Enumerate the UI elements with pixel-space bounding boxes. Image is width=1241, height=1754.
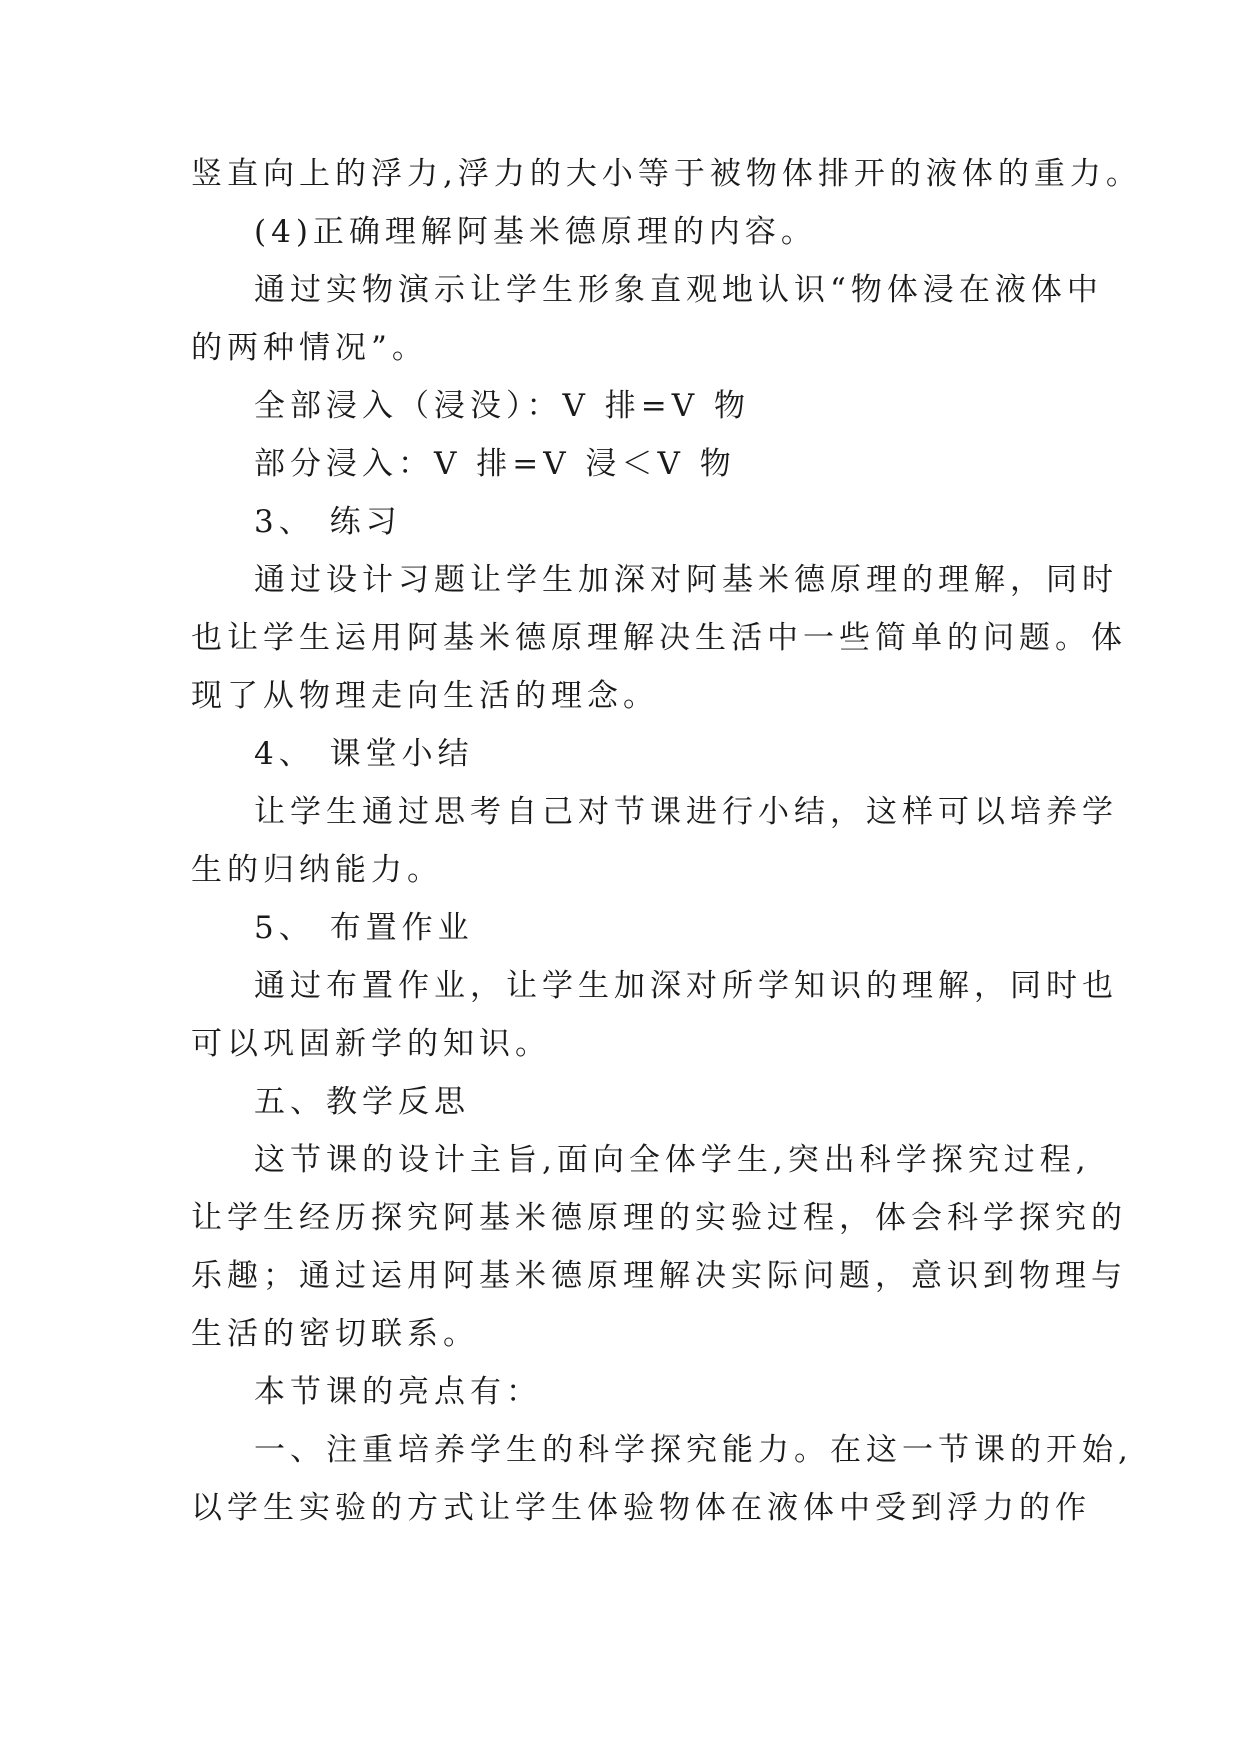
text-line: 乐趣；通过运用阿基米德原理解决实际问题，意识到物理与 xyxy=(191,1258,1127,1294)
section-heading: 5、 布置作业 xyxy=(254,910,474,946)
text-line: 本节课的亮点有： xyxy=(254,1374,542,1410)
text-line: 一、注重培养学生的科学探究能力。在这一节课的开始, xyxy=(254,1432,1133,1468)
section-heading: 4、 课堂小结 xyxy=(254,736,474,772)
text-line: 可以巩固新学的知识。 xyxy=(191,1026,551,1062)
text-line: 通过设计习题让学生加深对阿基米德原理的理解，同时 xyxy=(254,562,1118,598)
text-line: 全部浸入（浸没）：V 排=V 物 xyxy=(254,388,750,424)
section-heading: 3、 练习 xyxy=(254,504,402,540)
text-line: 生的归纳能力。 xyxy=(191,852,443,888)
text-line: (4)正确理解阿基米德原理的内容。 xyxy=(254,214,817,250)
text-line: 通过实物演示让学生形象直观地认识“物体浸在液体中 xyxy=(254,272,1103,308)
section-heading: 五、教学反思 xyxy=(254,1084,470,1120)
text-line: 通过布置作业，让学生加深对所学知识的理解，同时也 xyxy=(254,968,1118,1004)
text-line: 的两种情况”。 xyxy=(191,330,428,366)
text-line: 以学生实验的方式让学生体验物体在液体中受到浮力的作 xyxy=(191,1490,1091,1526)
text-line: 现了从物理走向生活的理念。 xyxy=(191,678,659,714)
text-line: 生活的密切联系。 xyxy=(191,1316,479,1352)
text-line: 让学生经历探究阿基米德原理的实验过程，体会科学探究的 xyxy=(191,1200,1127,1236)
text-line: 部分浸入：V 排=V 浸＜V 物 xyxy=(254,446,736,482)
text-line: 竖直向上的浮力,浮力的大小等于被物体排开的液体的重力。 xyxy=(191,156,1142,192)
text-line: 这节课的设计主旨,面向全体学生,突出科学探究过程, xyxy=(254,1142,1091,1178)
text-line: 让学生通过思考自己对节课进行小结，这样可以培养学 xyxy=(254,794,1118,830)
text-line: 也让学生运用阿基米德原理解决生活中一些简单的问题。体 xyxy=(191,620,1127,656)
